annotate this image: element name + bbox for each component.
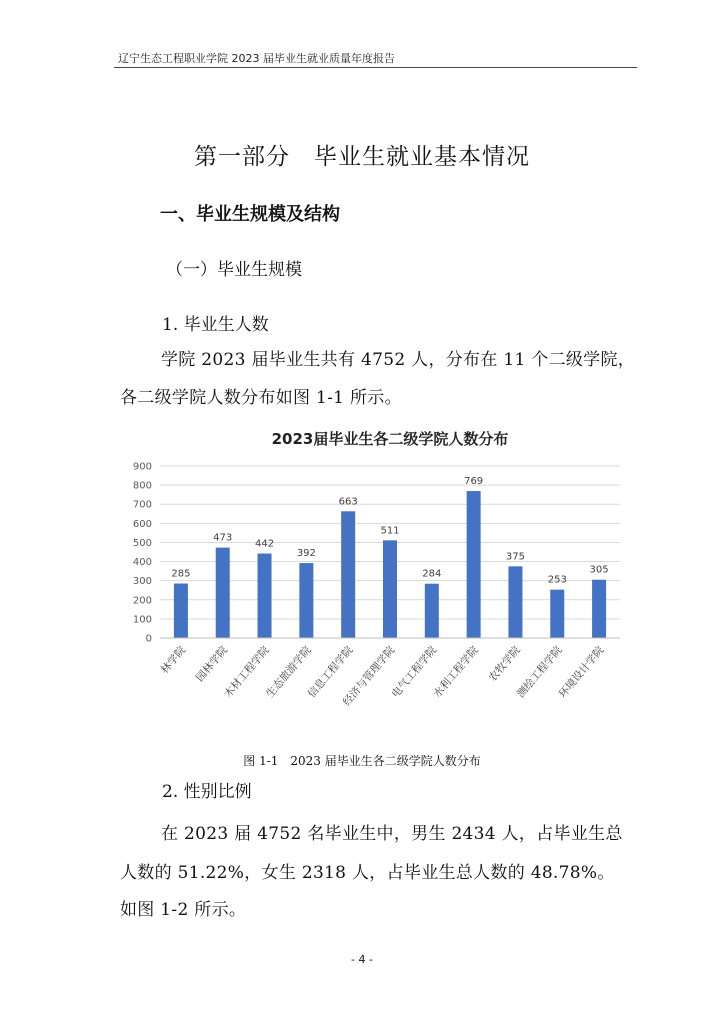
x-tick-label: 信息工程学院 (305, 644, 356, 701)
bar (383, 540, 397, 638)
paragraph-line: 学院 2023 届毕业生共有 4752 人，分布在 11 个二级学院， (161, 350, 636, 370)
y-tick-label: 900 (132, 461, 152, 473)
x-tick-label: 水利工程学院 (431, 644, 481, 701)
bar (216, 548, 230, 638)
bar (550, 590, 564, 638)
x-tick-label: 园林学院 (193, 644, 231, 685)
x-tick-label: 电气工程学院 (389, 644, 440, 701)
heading-level-1: 一、毕业生规模及结构 (160, 204, 340, 225)
data-label: 375 (505, 551, 526, 563)
x-tick-label: 经济与管理学院 (340, 644, 398, 709)
header-rule (114, 67, 637, 68)
section-title: 第一部分 毕业生就业基本情况 (194, 144, 530, 170)
heading-level-2: （一）毕业生规模 (166, 260, 302, 280)
data-label: 442 (254, 538, 275, 550)
data-label: 284 (422, 568, 442, 580)
bar (299, 563, 313, 638)
x-tick-label: 木材工程学院 (222, 644, 272, 701)
data-label: 253 (547, 574, 567, 586)
x-tick-label: 生态旅游学院 (263, 644, 314, 701)
bar (174, 584, 188, 638)
running-header: 辽宁生态工程职业学院 2023 届毕业生就业质量年度报告 (118, 52, 395, 65)
data-label: 511 (380, 525, 400, 537)
bar (258, 554, 272, 638)
y-tick-label: 400 (132, 557, 152, 569)
figure-caption: 图 1-1 2023 届毕业生各二级学院人数分布 (243, 754, 481, 768)
data-label: 305 (589, 564, 609, 576)
paragraph-line: 在 2023 届 4752 名毕业生中，男生 2434 人，占毕业生总 (161, 824, 623, 844)
heading-level-3: 2. 性别比例 (162, 782, 252, 802)
data-label: 285 (171, 568, 191, 580)
heading-level-3: 1. 毕业生人数 (162, 315, 269, 335)
x-tick-label: 测绘工程学院 (514, 644, 565, 701)
bar (425, 584, 439, 638)
y-tick-label: 700 (132, 499, 152, 511)
data-label: 663 (338, 496, 358, 508)
bar-chart (120, 425, 630, 745)
y-tick-label: 500 (132, 537, 152, 549)
bar (467, 491, 481, 638)
x-tick-label: 环境设计学院 (556, 644, 607, 701)
bar (341, 511, 355, 638)
paragraph-line: 如图 1-2 所示。 (120, 900, 247, 920)
y-tick-label: 800 (132, 480, 152, 492)
chart-title: 2023届毕业生各二级学院人数分布 (271, 430, 509, 448)
x-tick-label: 林学院 (158, 644, 189, 677)
data-label: 473 (213, 532, 233, 544)
data-label: 392 (296, 548, 316, 560)
bar (508, 566, 522, 638)
y-tick-label: 0 (145, 633, 152, 645)
y-tick-label: 200 (132, 595, 152, 607)
x-tick-label: 农牧学院 (486, 644, 523, 685)
y-tick-label: 300 (132, 576, 152, 588)
bar (592, 580, 606, 638)
y-tick-label: 100 (132, 614, 152, 626)
y-tick-label: 600 (132, 518, 152, 530)
paragraph-line: 各二级学院人数分布如图 1-1 所示。 (120, 388, 402, 408)
data-label: 769 (464, 476, 484, 488)
page-number: - 4 - (351, 953, 373, 966)
paragraph-line: 人数的 51.22%，女生 2318 人，占毕业生总人数的 48.78%。 (120, 863, 615, 883)
